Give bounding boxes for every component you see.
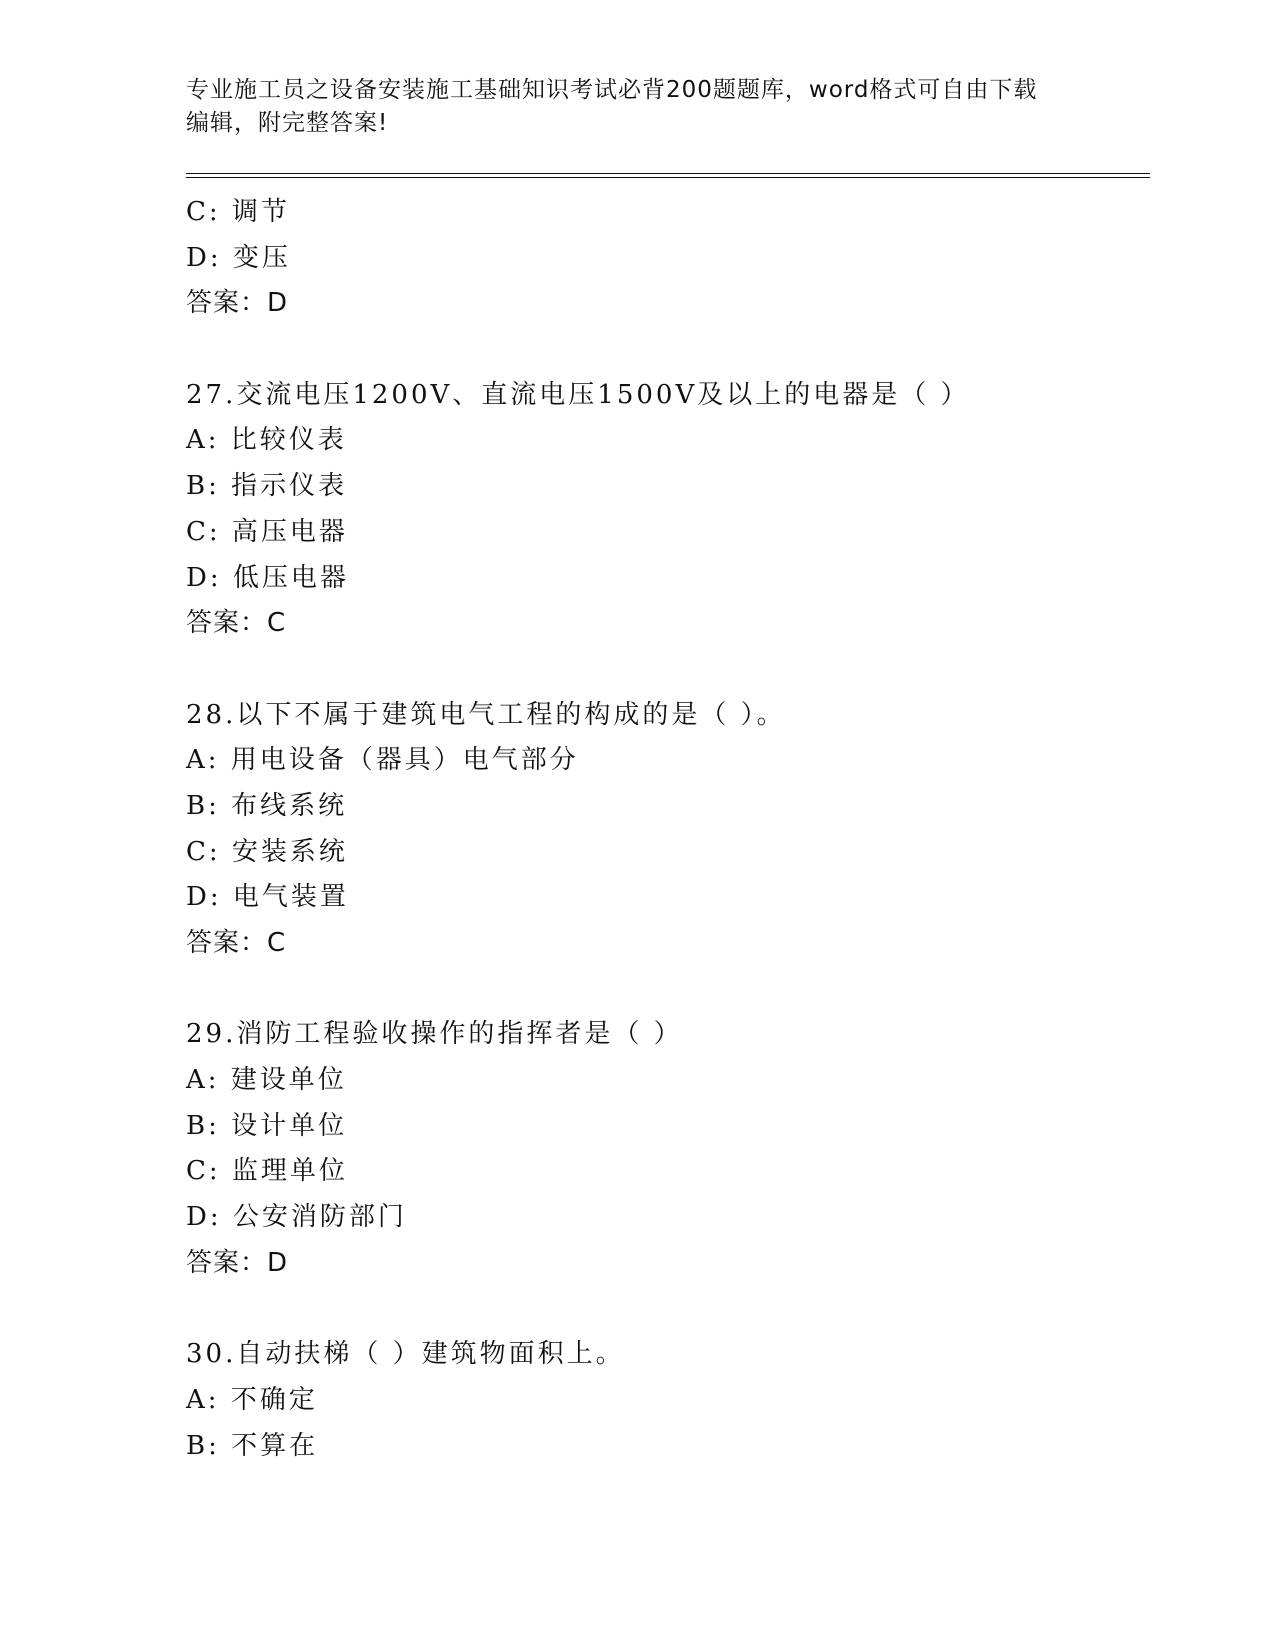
- question-30: [186, 1332, 1146, 1469]
- option-a: A: 建设单位: [186, 1065, 347, 1096]
- option-c: C: 安装系统: [186, 836, 348, 867]
- question-27: [186, 373, 1146, 647]
- option-c: C: 高压电器: [186, 516, 348, 547]
- question-28: [186, 693, 1146, 967]
- option-c: C: 监理单位: [186, 1156, 348, 1187]
- question-spacer: [186, 327, 1146, 373]
- header-title-line1: 专业施工员之设备安装施工基础知识考试必背200题题库，word格式可自由下载: [186, 77, 1038, 103]
- option-b: B: 设计单位: [186, 1110, 348, 1141]
- answer-line: 答案：D: [186, 288, 289, 319]
- document-header: [186, 74, 1086, 140]
- answer-line: 答案：D: [186, 1247, 289, 1278]
- option-b: B: 指示仪表: [186, 471, 348, 502]
- option-b: B: 布线系统: [186, 790, 348, 821]
- option-d: D: 变压: [186, 242, 291, 273]
- option-a: A: 不确定: [186, 1384, 318, 1415]
- answer-line: 答案：C: [186, 608, 287, 639]
- header-divider-bottom: [186, 177, 1150, 178]
- question-block-partial: [186, 190, 1146, 327]
- header-title-line2: 编辑，附完整答案!: [186, 110, 389, 136]
- question-stem: 29.消防工程验收操作的指挥者是（ ）: [186, 1019, 683, 1050]
- option-a: A: 用电设备（器具）电气部分: [186, 745, 579, 776]
- question-list: [186, 190, 1146, 1469]
- question-spacer: [186, 1287, 1146, 1333]
- question-stem: 30.自动扶梯（ ）建筑物面积上。: [186, 1339, 625, 1370]
- option-a: A: 比较仪表: [186, 425, 347, 456]
- question-stem: 27.交流电压1200V、直流电压1500V及以上的电器是（ ）: [186, 379, 970, 410]
- option-b: B: 不算在: [186, 1430, 319, 1461]
- header-divider-top: [186, 173, 1150, 174]
- option-c: C: 调节: [186, 197, 290, 227]
- option-d: D: 电气装置: [186, 882, 349, 913]
- question-29: [186, 1012, 1146, 1286]
- question-stem: 28.以下不属于建筑电气工程的构成的是（ ）。: [186, 699, 786, 730]
- question-spacer: [186, 647, 1146, 693]
- answer-line: 答案：C: [186, 928, 287, 958]
- option-d: D: 公安消防部门: [186, 1202, 407, 1233]
- option-d: D: 低压电器: [186, 562, 349, 593]
- question-spacer: [186, 967, 1146, 1013]
